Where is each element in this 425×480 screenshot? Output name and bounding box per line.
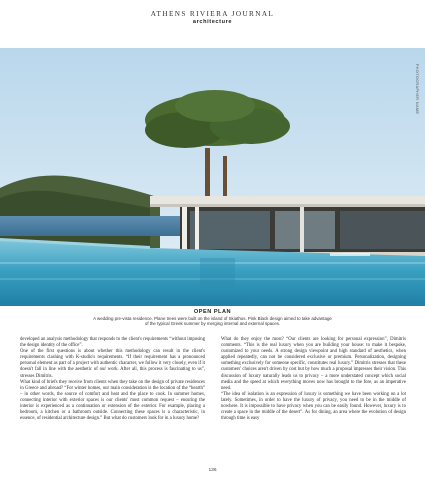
body-paragraph: One of the first questions is about whether this methodology can result in the client's requirements clashing with K-studio's requirements. “If their requirement has a pronounced personal element as part of a project with authentic character, we follow it very closely, even if it doesn't fall in line with the aesthetic of our work. After all, this process is fascinating to us”, stresses Dimitris. [20,349,205,379]
publication-name: ATHENS RIVIERA JOURNAL [150,10,275,18]
photo-caption [40,309,385,327]
body-column-left [20,337,205,422]
caption-line-1: A wedding pre-vista residence. Plane trees were built on the island of Skiathos. Pink Black design aimed to take advantage [93,316,332,321]
body-column-right [221,337,406,422]
section-label: architecture [192,19,233,25]
photo-credit: PHOTOGRAPHER NAME [415,64,419,115]
body-paragraph: What kind of briefs they receive from clients when they take on the design of private residences in Greece and abroad? “For winter homes, our main consideration is the location of the “hearth” – in other words, the source of comfort and heat and the place to cook. In summer homes, connecting interior with exterior spaces is our clients' most common request – ensuring the interior is experienced as a continuation or extension of the exterior. For example, placing a bedroom, a kitchen or a bathroom outside. Connecting these spaces is a characteristic, in essence, of residential architecture design.” But what do customers look for in a luxury home? [20,379,205,422]
caption-title: OPEN PLAN [193,309,232,315]
body-paragraph: What do they enjoy the most? “Our clients are looking for personal expression”, Dimitris comments. “This is the real luxury when you are building your house: to make it bespoke, customized to your needs. A strong design viewpoint and high standard of aesthetics, when applied repeatedly, can not be considered exclusive or premium. Personalization, designing something exclusively for someone specific, constitutes real luxury.” Dimitris stresses that these customers' choices aren't driven by cost but by how much a proposal impresses their vision. This discussion of luxury naturally leads us to privacy – a more understated concept which social media and the speed at which everything moves now has brought to the fore, as an imperative need. [221,337,406,391]
feature-photo [0,48,425,306]
page-number: 136 [208,468,217,473]
masthead [0,10,425,26]
body-paragraph: “The idea of isolation is an expression of luxury is something we have been working on a lot lately. Sometimes, in order to have the luxury of privacy, you need to be in the middle of nowhere. It is impossible to have privacy when you can be easily found. However, luxury is to create a space in the middle of the desert”. As for dining, an area where the evolution of design through time is easy [221,391,406,422]
caption-line-2: of the typical Greek summer by merging internal and external spaces. [144,321,281,327]
body-paragraph: developed an analysis methodology that responds to the client's requirements “without imposing the design identity of the office”. [20,337,205,349]
